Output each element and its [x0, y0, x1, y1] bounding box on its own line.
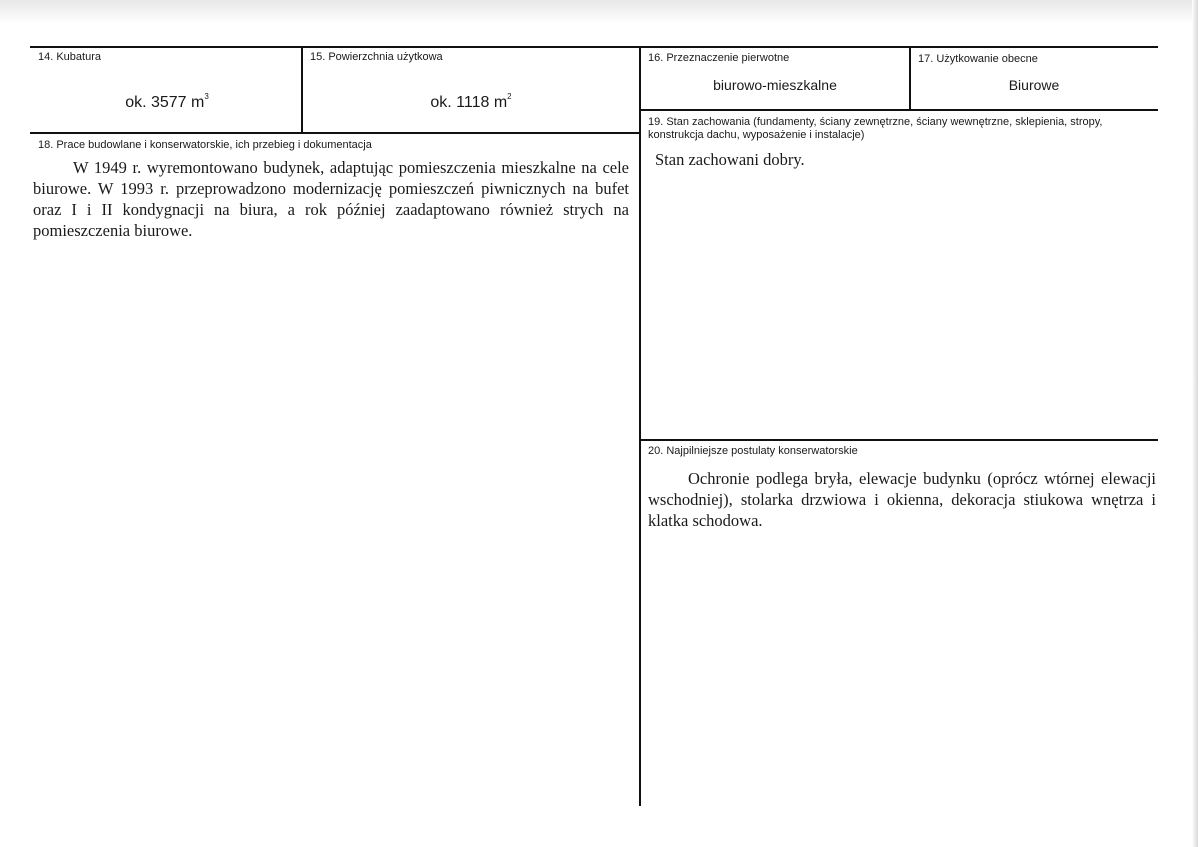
field-17-value: Biurowe	[1008, 77, 1060, 93]
unit-exponent: 3	[204, 92, 209, 101]
field-19-text: Stan zachowani dobry.	[655, 150, 805, 169]
field-16-label: 16. Przeznaczenie pierwotne	[648, 52, 790, 64]
field-15-label: 15. Powierzchnia użytkowa	[310, 51, 443, 63]
divider	[301, 46, 303, 134]
divider	[30, 46, 1158, 48]
scan-top-shadow	[0, 0, 1198, 22]
volume-value: ok. 3577 m	[125, 94, 205, 111]
field-20-label: 20. Najpilniejsze postulaty konserwatorskie	[648, 445, 858, 457]
field-17-label: 17. Użytkowanie obecne	[918, 53, 1038, 65]
divider	[30, 132, 641, 134]
field-14-value	[32, 94, 302, 112]
field-15-value	[303, 94, 639, 112]
divider	[639, 46, 641, 806]
area-value: ok. 1118 m	[430, 94, 508, 111]
field-14-label: 14. Kubatura	[38, 51, 101, 63]
field-19-label: 19. Stan zachowania (fundamenty, ściany zewnętrzne, ściany wewnętrzne, sklepienia, stropy, konstrukcja dachu, wyposażenie i instalacje)	[648, 116, 1103, 141]
scan-right-edge	[1192, 0, 1198, 847]
divider	[640, 439, 1158, 441]
field-18-label: 18. Prace budowlane i konserwatorskie, ich przebieg i dokumentacja	[38, 139, 372, 151]
field-16-value: biurowo-mieszkalne	[713, 77, 837, 93]
field-20-text: Ochronie podlega bryła, elewacje budynku (oprócz wtórnej elewacji wschodniej), stolarka drzwiowa i okienna, dekoracja stiukowa wnętrza i klatka schodowa.	[648, 469, 1156, 530]
divider	[640, 109, 1158, 111]
field-18-text: W 1949 r. wyremontowano budynek, adaptując pomieszczenia mieszkalne na cele biurowe. W 1993 r. przeprowadzono modernizację pomieszczeń piwnicznych na bufet oraz I i II kondygnacji na biura, a rok później zaadaptowano również strych na pomieszczenia biurowe.	[33, 158, 629, 240]
unit-exponent: 2	[507, 92, 512, 101]
